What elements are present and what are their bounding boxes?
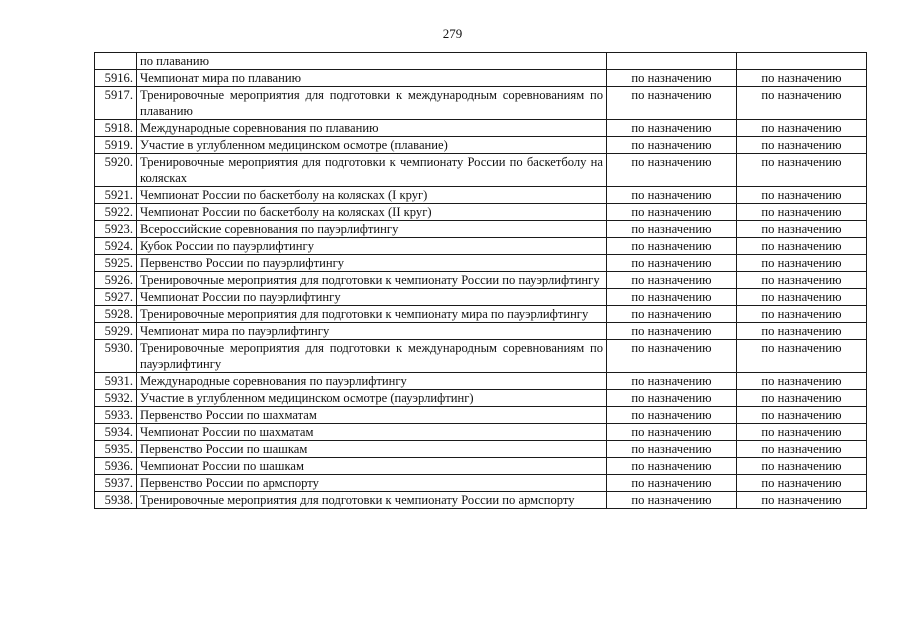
value-column-1: по назначению <box>607 340 737 373</box>
value-column-2: по назначению <box>737 306 867 323</box>
table-row <box>95 458 867 475</box>
row-number: 5937. <box>95 475 137 492</box>
value-column-1: по назначению <box>607 120 737 137</box>
row-number: 5935. <box>95 441 137 458</box>
value-column-1: по назначению <box>607 272 737 289</box>
value-column-1: по назначению <box>607 137 737 154</box>
value-column-2: по назначению <box>737 289 867 306</box>
table-row <box>95 289 867 306</box>
value-column-2: по назначению <box>737 187 867 204</box>
table-body <box>95 53 867 509</box>
value-column-1: по назначению <box>607 407 737 424</box>
value-column-1: по назначению <box>607 390 737 407</box>
event-name: Чемпионат мира по пауэрлифтингу <box>137 323 607 340</box>
event-name: Кубок России по пауэрлифтингу <box>137 238 607 255</box>
row-number: 5916. <box>95 70 137 87</box>
row-number: 5931. <box>95 373 137 390</box>
row-number: 5933. <box>95 407 137 424</box>
value-column-2: по назначению <box>737 407 867 424</box>
table-row <box>95 441 867 458</box>
table-row <box>95 390 867 407</box>
table-row <box>95 492 867 509</box>
table-row <box>95 255 867 272</box>
value-column-2: по назначению <box>737 373 867 390</box>
row-number: 5930. <box>95 340 137 373</box>
event-name: по плаванию <box>137 53 607 70</box>
row-number: 5927. <box>95 289 137 306</box>
value-column-1: по назначению <box>607 154 737 187</box>
event-name: Чемпионат мира по плаванию <box>137 70 607 87</box>
event-name: Чемпионат России по шахматам <box>137 424 607 441</box>
event-name: Тренировочные мероприятия для подготовки к чемпионату России по армспорту <box>137 492 607 509</box>
table-row <box>95 137 867 154</box>
page-number: 279 <box>442 26 463 41</box>
value-column-2: по назначению <box>737 154 867 187</box>
event-name: Чемпионат России по баскетболу на колясках (II круг) <box>137 204 607 221</box>
value-column-1: по назначению <box>607 187 737 204</box>
value-column-1: по назначению <box>607 204 737 221</box>
table-row <box>95 120 867 137</box>
table-row <box>95 475 867 492</box>
events-table <box>94 52 867 509</box>
value-column-2: по назначению <box>737 492 867 509</box>
table-row <box>95 323 867 340</box>
value-column-1: по назначению <box>607 323 737 340</box>
value-column-2: по назначению <box>737 87 867 120</box>
table-row <box>95 272 867 289</box>
value-column-1 <box>607 53 737 70</box>
value-column-2 <box>737 53 867 70</box>
event-name: Тренировочные мероприятия для подготовки к международным соревнованиям по пауэрлифтингу <box>137 340 607 373</box>
row-number: 5921. <box>95 187 137 204</box>
value-column-2: по назначению <box>737 441 867 458</box>
event-name: Тренировочные мероприятия для подготовки к международным соревнованиям по плаванию <box>137 87 607 120</box>
table-row <box>95 221 867 238</box>
value-column-1: по назначению <box>607 475 737 492</box>
event-name: Первенство России по армспорту <box>137 475 607 492</box>
row-number <box>95 53 137 70</box>
event-name: Первенство России по пауэрлифтингу <box>137 255 607 272</box>
event-name: Чемпионат России по баскетболу на колясках (I круг) <box>137 187 607 204</box>
value-column-2: по назначению <box>737 120 867 137</box>
value-column-1: по назначению <box>607 492 737 509</box>
table-row <box>95 340 867 373</box>
table-row <box>95 238 867 255</box>
value-column-2: по назначению <box>737 137 867 154</box>
value-column-2: по назначению <box>737 204 867 221</box>
event-name: Чемпионат России по пауэрлифтингу <box>137 289 607 306</box>
event-name: Участие в углубленном медицинском осмотре (плавание) <box>137 137 607 154</box>
table-row <box>95 306 867 323</box>
event-name: Первенство России по шахматам <box>137 407 607 424</box>
table-row <box>95 187 867 204</box>
table-row <box>95 87 867 120</box>
value-column-1: по назначению <box>607 70 737 87</box>
value-column-1: по назначению <box>607 424 737 441</box>
event-name: Международные соревнования по пауэрлифтингу <box>137 373 607 390</box>
table-row <box>95 204 867 221</box>
value-column-2: по назначению <box>737 424 867 441</box>
table-row <box>95 407 867 424</box>
value-column-1: по назначению <box>607 238 737 255</box>
value-column-2: по назначению <box>737 340 867 373</box>
value-column-2: по назначению <box>737 390 867 407</box>
value-column-2: по назначению <box>737 458 867 475</box>
value-column-1: по назначению <box>607 221 737 238</box>
table-row <box>95 373 867 390</box>
value-column-1: по назначению <box>607 458 737 475</box>
table-row <box>95 424 867 441</box>
value-column-2: по назначению <box>737 70 867 87</box>
row-number: 5938. <box>95 492 137 509</box>
event-name: Тренировочные мероприятия для подготовки к чемпионату России по пауэрлифтингу <box>137 272 607 289</box>
table-row <box>95 154 867 187</box>
value-column-2: по назначению <box>737 238 867 255</box>
row-number: 5920. <box>95 154 137 187</box>
event-name: Международные соревнования по плаванию <box>137 120 607 137</box>
row-number: 5919. <box>95 137 137 154</box>
value-column-1: по назначению <box>607 255 737 272</box>
value-column-1: по назначению <box>607 87 737 120</box>
table-row <box>95 53 867 70</box>
row-number: 5929. <box>95 323 137 340</box>
row-number: 5932. <box>95 390 137 407</box>
row-number: 5936. <box>95 458 137 475</box>
row-number: 5928. <box>95 306 137 323</box>
value-column-2: по назначению <box>737 272 867 289</box>
row-number: 5926. <box>95 272 137 289</box>
value-column-2: по назначению <box>737 221 867 238</box>
row-number: 5917. <box>95 87 137 120</box>
value-column-2: по назначению <box>737 323 867 340</box>
event-name: Тренировочные мероприятия для подготовки к чемпионату мира по пауэрлифтингу <box>137 306 607 323</box>
event-name: Всероссийские соревнования по пауэрлифтингу <box>137 221 607 238</box>
row-number: 5924. <box>95 238 137 255</box>
table-row <box>95 70 867 87</box>
row-number: 5934. <box>95 424 137 441</box>
value-column-1: по назначению <box>607 306 737 323</box>
event-name: Участие в углубленном медицинском осмотре (пауэрлифтинг) <box>137 390 607 407</box>
event-name: Тренировочные мероприятия для подготовки к чемпионату России по баскетболу на колясках <box>137 154 607 187</box>
event-name: Первенство России по шашкам <box>137 441 607 458</box>
value-column-1: по назначению <box>607 441 737 458</box>
value-column-1: по назначению <box>607 373 737 390</box>
row-number: 5922. <box>95 204 137 221</box>
row-number: 5918. <box>95 120 137 137</box>
row-number: 5923. <box>95 221 137 238</box>
value-column-2: по назначению <box>737 255 867 272</box>
event-name: Чемпионат России по шашкам <box>137 458 607 475</box>
value-column-1: по назначению <box>607 289 737 306</box>
value-column-2: по назначению <box>737 475 867 492</box>
row-number: 5925. <box>95 255 137 272</box>
